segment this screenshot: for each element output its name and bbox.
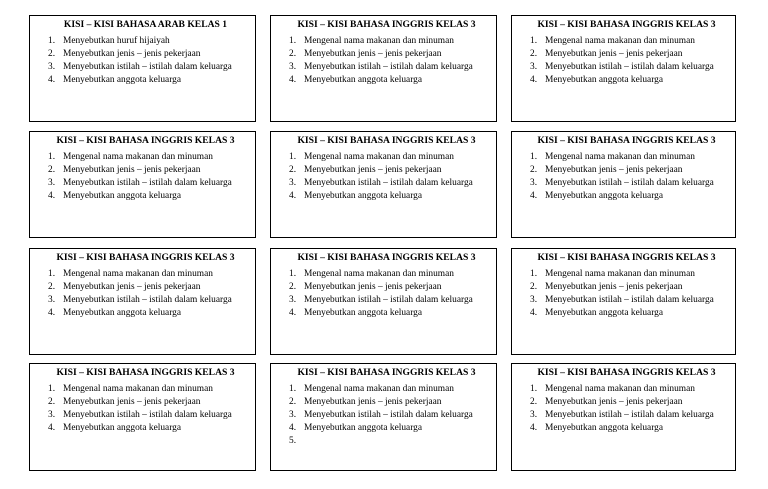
kisi-card [511, 15, 736, 122]
card-list [48, 268, 249, 320]
list-item-number: 4. [48, 191, 56, 201]
list-item-number: 1. [48, 384, 56, 394]
list-item-text: Menyebutkan jenis – jenis pekerjaan [63, 49, 201, 59]
list-item-number: 3. [48, 62, 56, 72]
list-item [48, 164, 249, 177]
list-item-text: Menyebutkan jenis – jenis pekerjaan [63, 282, 201, 292]
list-item-text: Menyebutkan istilah – istilah dalam keluarga [545, 178, 714, 188]
list-item-text: Menyebutkan istilah – istilah dalam keluarga [545, 295, 714, 305]
list-item-text: Mengenal nama makanan dan minuman [63, 152, 213, 162]
list-item-text: Menyebutkan anggota keluarga [545, 423, 664, 433]
list-item-number: 1. [289, 152, 297, 162]
list-item-number: 3. [530, 410, 538, 420]
list-item [48, 422, 249, 435]
list-item [289, 61, 490, 74]
list-item-text: Mengenal nama makanan dan minuman [63, 384, 213, 394]
list-item-number: 1. [530, 152, 538, 162]
list-item [530, 74, 729, 87]
list-item-text: Mengenal nama makanan dan minuman [304, 269, 454, 279]
card-list [530, 268, 729, 320]
list-item-number: 4. [289, 191, 297, 201]
list-item-text: Mengenal nama makanan dan minuman [545, 269, 695, 279]
list-item [48, 61, 249, 74]
list-item [530, 307, 729, 320]
list-item-text: Mengenal nama makanan dan minuman [545, 384, 695, 394]
list-item-number: 4. [48, 308, 56, 318]
list-item [530, 409, 729, 422]
list-item [289, 190, 490, 203]
list-item [530, 268, 729, 281]
list-item [289, 151, 490, 164]
list-item-number: 2. [48, 282, 56, 292]
list-item [289, 307, 490, 320]
list-item [48, 281, 249, 294]
card-list [289, 383, 490, 448]
list-item-text: Menyebutkan istilah – istilah dalam keluarga [545, 410, 714, 420]
list-item-text: Menyebutkan anggota keluarga [63, 423, 182, 433]
card-title: KISI – KISI BAHASA INGGRIS KELAS 3 [56, 367, 235, 378]
list-item-number: 4. [530, 308, 538, 318]
list-item-number: 3. [48, 410, 56, 420]
list-item [530, 177, 729, 190]
list-item-text: Menyebutkan anggota keluarga [304, 75, 423, 85]
list-item [530, 190, 729, 203]
list-item-number: 4. [48, 423, 56, 433]
list-item [289, 383, 490, 396]
list-item-text: Menyebutkan istilah – istilah dalam keluarga [304, 62, 473, 72]
list-item-number: 4. [530, 75, 538, 85]
card-list [289, 151, 490, 203]
list-item-text: Menyebutkan jenis – jenis pekerjaan [545, 282, 683, 292]
list-item-number: 2. [530, 282, 538, 292]
list-item [530, 422, 729, 435]
list-item [289, 48, 490, 61]
list-item [48, 190, 249, 203]
list-item-text: Menyebutkan jenis – jenis pekerjaan [63, 165, 201, 175]
card-list [530, 383, 729, 435]
list-item [48, 294, 249, 307]
card-title: KISI – KISI BAHASA INGGRIS KELAS 3 [537, 135, 716, 146]
list-item-number: 5. [289, 436, 297, 446]
list-item-number: 2. [289, 282, 297, 292]
list-item-number: 2. [48, 165, 56, 175]
list-item-text: Menyebutkan jenis – jenis pekerjaan [545, 165, 683, 175]
list-item [289, 409, 490, 422]
list-item-number: 4. [530, 423, 538, 433]
list-item-number: 2. [48, 49, 56, 59]
card-title: KISI – KISI BAHASA INGGRIS KELAS 3 [56, 252, 235, 263]
list-item-text: Mengenal nama makanan dan minuman [545, 152, 695, 162]
card-list [48, 383, 249, 435]
list-item [530, 61, 729, 74]
list-item [289, 74, 490, 87]
list-item-text: Menyebutkan anggota keluarga [63, 191, 182, 201]
list-item-text: Menyebutkan jenis – jenis pekerjaan [63, 397, 201, 407]
list-item [289, 281, 490, 294]
card-title: KISI – KISI BAHASA INGGRIS KELAS 3 [297, 367, 476, 378]
list-item-text: Menyebutkan anggota keluarga [304, 191, 423, 201]
card-title: KISI – KISI BAHASA INGGRIS KELAS 3 [297, 252, 476, 263]
list-item-number: 3. [289, 410, 297, 420]
card-title: KISI – KISI BAHASA INGGRIS KELAS 3 [297, 19, 476, 30]
kisi-card [270, 131, 497, 238]
list-item [48, 396, 249, 409]
list-item-number: 1. [530, 384, 538, 394]
card-title: KISI – KISI BAHASA ARAB KELAS 1 [63, 19, 228, 30]
list-item-number: 3. [530, 62, 538, 72]
list-item-number: 2. [48, 397, 56, 407]
list-item-number: 1. [48, 269, 56, 279]
list-item [48, 409, 249, 422]
list-item [48, 35, 249, 48]
kisi-card [270, 363, 497, 471]
list-item-number: 1. [48, 152, 56, 162]
list-item-number: 3. [289, 62, 297, 72]
card-title: KISI – KISI BAHASA INGGRIS KELAS 3 [537, 252, 716, 263]
list-item [289, 164, 490, 177]
list-item-text: Menyebutkan jenis – jenis pekerjaan [545, 49, 683, 59]
list-item-text: Mengenal nama makanan dan minuman [304, 384, 454, 394]
list-item [48, 307, 249, 320]
list-item [48, 74, 249, 87]
list-item-number: 3. [530, 178, 538, 188]
list-item-text: Menyebutkan istilah – istilah dalam keluarga [304, 178, 473, 188]
list-item [48, 383, 249, 396]
list-item-text: Menyebutkan anggota keluarga [304, 308, 423, 318]
list-item-text: Mengenal nama makanan dan minuman [63, 269, 213, 279]
list-item-number: 3. [289, 178, 297, 188]
list-item-number: 1. [48, 36, 56, 46]
card-list [530, 35, 729, 87]
list-item-text: Menyebutkan istilah – istilah dalam keluarga [304, 295, 473, 305]
list-item [48, 177, 249, 190]
list-item-number: 1. [530, 269, 538, 279]
list-item-number: 3. [48, 178, 56, 188]
kisi-card [29, 15, 256, 122]
list-item-number: 1. [530, 36, 538, 46]
kisi-card [29, 363, 256, 471]
list-item-number: 4. [48, 75, 56, 85]
list-item [289, 435, 490, 448]
list-item-number: 2. [289, 165, 297, 175]
list-item-number: 4. [289, 308, 297, 318]
list-item-text: Mengenal nama makanan dan minuman [304, 152, 454, 162]
kisi-card [29, 131, 256, 238]
list-item [530, 164, 729, 177]
kisi-card [511, 248, 736, 355]
list-item-number: 2. [289, 397, 297, 407]
list-item [530, 151, 729, 164]
kisi-card [29, 248, 256, 355]
list-item [530, 281, 729, 294]
list-item-text: Menyebutkan istilah – istilah dalam keluarga [545, 62, 714, 72]
list-item [289, 294, 490, 307]
list-item [530, 294, 729, 307]
list-item-text: Menyebutkan istilah – istilah dalam keluarga [63, 178, 232, 188]
list-item-text: Menyebutkan anggota keluarga [545, 308, 664, 318]
list-item-number: 2. [530, 165, 538, 175]
list-item-text: Menyebutkan jenis – jenis pekerjaan [304, 165, 442, 175]
list-item-text: Menyebutkan anggota keluarga [63, 75, 182, 85]
kisi-card [511, 363, 736, 471]
list-item-text: Menyebutkan anggota keluarga [545, 75, 664, 85]
list-item [48, 268, 249, 281]
list-item [530, 35, 729, 48]
list-item-text: Menyebutkan anggota keluarga [304, 423, 423, 433]
list-item [48, 151, 249, 164]
list-item-number: 1. [289, 384, 297, 394]
list-item-text: Menyebutkan anggota keluarga [63, 308, 182, 318]
list-item-number: 4. [289, 423, 297, 433]
list-item-text: Menyebutkan anggota keluarga [545, 191, 664, 201]
card-title: KISI – KISI BAHASA INGGRIS KELAS 3 [537, 19, 716, 30]
list-item-text: Menyebutkan huruf hijaiyah [63, 36, 170, 46]
list-item-number: 3. [530, 295, 538, 305]
card-title: KISI – KISI BAHASA INGGRIS KELAS 3 [537, 367, 716, 378]
card-list [289, 35, 490, 87]
card-list [530, 151, 729, 203]
list-item [289, 177, 490, 190]
list-item-number: 2. [289, 49, 297, 59]
list-item-number: 4. [289, 75, 297, 85]
list-item [530, 396, 729, 409]
list-item [530, 48, 729, 61]
list-item-number: 3. [48, 295, 56, 305]
list-item [48, 48, 249, 61]
card-list [48, 35, 249, 87]
list-item [289, 35, 490, 48]
list-item-text: Menyebutkan jenis – jenis pekerjaan [545, 397, 683, 407]
list-item-text: Mengenal nama makanan dan minuman [304, 36, 454, 46]
list-item-number: 4. [530, 191, 538, 201]
list-item-text: Menyebutkan jenis – jenis pekerjaan [304, 282, 442, 292]
list-item-number: 1. [289, 269, 297, 279]
list-item-text: Menyebutkan jenis – jenis pekerjaan [304, 49, 442, 59]
list-item-text: Menyebutkan istilah – istilah dalam keluarga [63, 410, 232, 420]
list-item [289, 396, 490, 409]
list-item [289, 268, 490, 281]
list-item-text: Menyebutkan istilah – istilah dalam keluarga [63, 62, 232, 72]
list-item-text: Menyebutkan istilah – istilah dalam keluarga [304, 410, 473, 420]
list-item-number: 2. [530, 49, 538, 59]
card-list [48, 151, 249, 203]
kisi-card [270, 248, 497, 355]
list-item-text: Menyebutkan istilah – istilah dalam keluarga [63, 295, 232, 305]
list-item-text: Menyebutkan jenis – jenis pekerjaan [304, 397, 442, 407]
card-title: KISI – KISI BAHASA INGGRIS KELAS 3 [56, 135, 235, 146]
list-item-number: 2. [530, 397, 538, 407]
card-list [289, 268, 490, 320]
list-item-text: Mengenal nama makanan dan minuman [545, 36, 695, 46]
list-item [289, 422, 490, 435]
card-title: KISI – KISI BAHASA INGGRIS KELAS 3 [297, 135, 476, 146]
list-item-number: 3. [289, 295, 297, 305]
kisi-card [270, 15, 497, 122]
list-item-number: 1. [289, 36, 297, 46]
kisi-card [511, 131, 736, 238]
list-item [530, 383, 729, 396]
